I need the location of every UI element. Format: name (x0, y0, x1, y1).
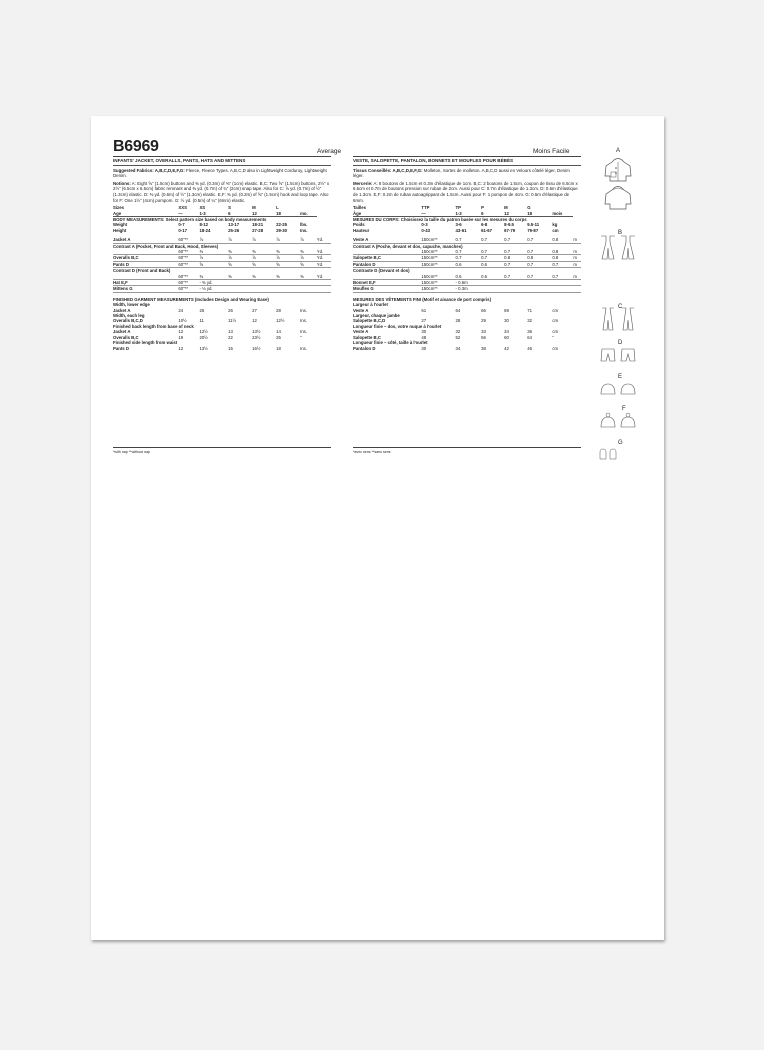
fabrics-text: Fleece, Fleece Types. A,B,C,D also in Lightweight Corduroy, Lightweight Denim. (113, 167, 327, 179)
french-size-table (353, 205, 581, 351)
table-cell: 42 (504, 345, 509, 351)
table-cell: m (573, 261, 581, 267)
table-cell: Âge (353, 211, 421, 217)
view-label-f: F (622, 406, 626, 412)
table-cell: 0.7 (504, 249, 527, 255)
table-cell: 16½ (252, 345, 261, 351)
table-cell: 11½ (228, 318, 237, 324)
table-cell: 0.8 (552, 255, 573, 261)
fabrics-label: Tissus Conseillés: A,B,C,D,E,F,G: (353, 167, 423, 173)
table-cell: ⅞ (228, 233, 252, 243)
table-cell: 33 (481, 329, 486, 335)
table-cell: 150cm** (421, 280, 455, 286)
table-cell: 0.8 (527, 255, 552, 261)
table-cell: 61-67 (481, 227, 493, 233)
table-cell: 25 (199, 307, 205, 313)
table-cell: ⅜ (276, 274, 300, 280)
french-column (353, 158, 581, 351)
header-rule-fr (353, 156, 581, 157)
table-cell: 27 (421, 318, 427, 324)
table-cell: 1-3 (199, 211, 228, 217)
table-cell: 26 (228, 307, 233, 313)
difficulty-fr: Moins Facile (533, 148, 570, 155)
table-cell: m (573, 233, 581, 243)
table-cell: 32 (455, 329, 461, 335)
table-cell: 28 (276, 307, 281, 313)
table-cell: Hat E,F (113, 280, 178, 286)
table-cell: 12½ (199, 329, 208, 335)
table-cell: 19 (178, 334, 184, 340)
table-cell: 13-17 (228, 222, 240, 228)
table-cell: — (178, 211, 199, 217)
table-cell: Largeur à l'ourlet (353, 302, 388, 308)
table-cell: 22 (228, 334, 233, 340)
table-cell: Largeur, chaque jambe (353, 313, 400, 319)
table-cell: 28 (455, 318, 461, 324)
table-cell: 23½ (252, 334, 261, 340)
table-cell: FINISHED GARMENT MEASUREMENTS (Includes Design and Wearing Ease) (113, 296, 269, 302)
table-cell: 69 (504, 307, 509, 313)
table-cell: 38 (481, 345, 486, 351)
table-cell: 0.7 (552, 261, 573, 267)
table-cell: m (573, 249, 581, 255)
table-cell: 12½ (276, 318, 285, 324)
table-row (113, 346, 331, 351)
table-cell: 13½ (252, 329, 261, 335)
table-cell: ⅝ (252, 261, 276, 267)
table-cell: ⅜ (252, 249, 276, 255)
table-cell: Height (113, 227, 127, 233)
table-cell: ⅜ (228, 274, 252, 280)
table-cell: 60"** (178, 274, 199, 280)
table-cell: 12 (252, 318, 257, 324)
pants-d-icon (598, 348, 638, 362)
table-cell: 0.7 (552, 274, 573, 280)
table-cell: 150cm** (421, 274, 455, 280)
table-cell: 8-9.5 (504, 222, 514, 228)
table-cell: Jacket A (113, 307, 131, 313)
notions-label: Notions: (113, 180, 131, 186)
pattern-code: B6969 (113, 138, 159, 155)
overalls-b-icon (598, 234, 638, 260)
table-cell: 12 (252, 211, 276, 217)
table-cell: kg (552, 222, 558, 228)
table-cell: 0.7 (481, 233, 504, 243)
table-cell: 150cm** (421, 233, 455, 243)
table-cell: Longueur finie – dos, votre nuque à l'ourlet (353, 323, 442, 329)
table-cell: cm (552, 318, 559, 324)
table-cell: ⅞ (276, 255, 300, 261)
table-cell: Yd. (317, 249, 331, 255)
notions-text: A: Eight ⅝" (1.5cm) buttons and ⅜ yd. (0.3m) of ⅜" (1cm) elastic. B,C: Two ⅝" (1.5cm) buttons, 2½" x 2½" (6.5cm x 6.5cm) fabric remnant and ⅜ yd. (0.7m) of ¾" (2cm) snap tape. Also for C: ⅞ yd. (0.7m) of ½" (1.3cm) elastic. D: ⅜ yd. (0.6m) of ½" (1.3cm) elastic. E,F: ⅜ yd. (0.2m) of ⅝" (1.5cm) hook and loop tape. Also for F: One 1½" (4cm) pompom. G: ½ yd. (0.5m) of ¼" (6mm) elastic. (113, 180, 330, 203)
table-cell: 67-79 (504, 227, 516, 233)
french-notions (353, 181, 581, 203)
french-title: VESTE, SALOPETTE, PANTALON, BONNETS ET MOUFLES POUR BÉBÉS (353, 158, 581, 166)
table-cell: 150cm** (421, 261, 455, 267)
table-cell: Salopette B,C (353, 255, 421, 261)
table-cell: lbs. (300, 222, 308, 228)
table-cell: 0.7 (527, 261, 552, 267)
table-cell: 18 (276, 345, 281, 351)
table-cell: 1-3 (455, 211, 481, 217)
table-cell: 18-24 (199, 227, 211, 233)
table-cell: Contraste D (Devant et dos) (353, 268, 410, 274)
table-cell: Yd. (317, 255, 331, 261)
table-cell: 20½ (199, 334, 208, 340)
table-cell: Mittens G (113, 286, 178, 292)
table-cell: ⅜ (199, 274, 228, 280)
table-cell: MESURES DU CORPS: Choisissez la taille du patron basée sur les mesures du corps (353, 216, 527, 222)
table-cell: Longueur finie – côté, taille à l'ourlet (353, 340, 428, 346)
table-cell: Overalls B,C (113, 255, 178, 261)
table-cell: 3-6 (455, 222, 462, 228)
fabrics-label: Suggested Fabrics: A,B,C,D,E,F,G: (113, 167, 185, 173)
view-label-e: E (618, 374, 623, 380)
english-column (113, 158, 331, 351)
table-cell: Width, each leg (113, 313, 145, 319)
table-cell: 66 (481, 307, 486, 313)
table-cell: ⅜ (300, 274, 317, 280)
table-cell: ⅝ (199, 261, 228, 267)
table-cell: 15 (228, 345, 233, 351)
table-cell: 0.7 (504, 261, 527, 267)
table-cell: 79-87 (527, 227, 539, 233)
view-label-c: C (618, 304, 623, 310)
english-title: INFANTS' JACKET, OVERALLS, PANTS, HATS AND MITTENS (113, 158, 331, 166)
table-cell: 25-26 (228, 227, 240, 233)
table-cell: XXS (178, 205, 187, 211)
table-cell: Finished back length from base of neck (113, 323, 194, 329)
table-cell: ⅞ (252, 233, 276, 243)
table-cell: 18 (276, 211, 300, 217)
table-cell: 0.6 (455, 274, 481, 280)
table-cell: XS (199, 205, 206, 211)
table-cell: ⅝ (228, 261, 252, 267)
table-cell: 64 (455, 307, 461, 313)
table-cell: 0.7 (481, 249, 504, 255)
table-cell: Ins. (300, 329, 307, 335)
table-cell: TP (455, 205, 461, 211)
table-cell: Ins. (300, 345, 307, 351)
table-cell: Veste A (353, 233, 421, 243)
table-cell: Yd. (317, 261, 331, 267)
table-cell: 13 (228, 329, 233, 335)
table-cell: 30 (421, 329, 427, 335)
table-cell: 32 (527, 318, 532, 324)
table-cell: 0.7 (481, 255, 504, 261)
view-label-a: A (616, 148, 621, 154)
notions-text: A: 8 boutons de 1.5cm et 0.3m d'élastique de 1cm. B,C: 2 boutons de 1.5cm, coupon de tissu de 6.5cm x 6.5cm et 0.7m de boutons pression sur ruban de 2cm. Aussi pour C: 0.7m d'élastique de 1.3cm. D: 0.6m d'élastique de 1.3cm. E,F: 0.2m de ruban autoagrippant de 1.5cm. Aussi pour F: 1 pompon de 4cm. G: 0.5m d'élastique de 6mm. (353, 180, 578, 203)
table-cell: Pants D (113, 261, 178, 267)
table-cell: 6-8 (481, 222, 488, 228)
table-cell: 60"** (178, 255, 199, 261)
table-cell: Yd. (317, 274, 331, 280)
footnote-en: *with nap **without nap (113, 450, 150, 454)
table-cell: P (481, 205, 484, 211)
table-cell: 14 (276, 329, 281, 335)
table-cell: 150cm** (421, 249, 455, 255)
table-cell: 34 (455, 345, 461, 351)
table-cell: S (228, 205, 231, 211)
table-cell: ⅞ (300, 255, 317, 261)
table-cell: ⅞ (300, 233, 317, 243)
table-cell: 52 (455, 334, 461, 340)
table-cell: 0-17 (178, 227, 187, 233)
table-cell: 34 (504, 329, 509, 335)
table-row (353, 233, 581, 243)
french-fabrics (353, 168, 581, 179)
view-label-b: B (618, 230, 623, 236)
notions-label: Mercerie: (353, 180, 373, 186)
table-cell: 27-28 (252, 227, 264, 233)
table-cell: Contrast D (Front and Back) (113, 268, 171, 274)
overalls-c-icon (598, 306, 638, 332)
footer-rule-fr (353, 447, 581, 448)
table-cell: 60"** (178, 249, 199, 255)
table-cell: G (527, 205, 531, 211)
table-row (113, 233, 331, 243)
table-cell: ⅜ (199, 249, 228, 255)
table-cell: Weight (113, 222, 128, 228)
table-cell: Age (113, 211, 178, 217)
mittens-g-icon (598, 448, 620, 460)
table-cell: Jacket A (113, 233, 178, 243)
table-cell: 0.6 (455, 261, 481, 267)
table-row (113, 292, 331, 302)
table-cell: mois (552, 211, 573, 217)
table-cell: 0.7 (504, 274, 527, 280)
pattern-back-page (91, 116, 664, 940)
table-cell: L (276, 205, 279, 211)
table-cell: m (573, 274, 581, 280)
table-cell: 60"** (178, 233, 199, 243)
table-cell: - ⅜ yd. (199, 280, 228, 286)
table-cell: 36 (527, 329, 532, 335)
table-cell: Veste A (353, 329, 369, 335)
table-cell: 150cm** (421, 255, 455, 261)
table-cell: Yd. (317, 233, 331, 243)
table-cell: 29 (481, 318, 486, 324)
table-cell: 60 (504, 334, 509, 340)
table-cell: 30 (504, 318, 509, 324)
table-cell: 0.7 (455, 249, 481, 255)
table-cell: ⅞ (199, 233, 228, 243)
difficulty-en: Average (317, 148, 342, 155)
table-cell: - 0.6m (455, 280, 481, 286)
table-cell: 6 (228, 211, 252, 217)
table-cell: Contrast A (Poche, devant et dos, capuche, manches) (353, 243, 463, 249)
table-cell: m (573, 255, 581, 261)
table-cell: M (504, 205, 508, 211)
table-cell: 18-21 (252, 222, 264, 228)
table-row (353, 346, 581, 351)
table-cell: - ⅛ yd. (199, 286, 228, 292)
table-cell: 11 (199, 318, 204, 324)
table-cell: M (252, 205, 256, 211)
table-cell: 30 (421, 345, 427, 351)
table-cell: 0.8 (552, 233, 573, 243)
table-cell: 150cm** (421, 286, 455, 292)
table-cell: 24 (178, 307, 184, 313)
table-cell: 0.6 (481, 274, 504, 280)
table-cell: 0-7 (178, 222, 185, 228)
table-cell: Moufles G (353, 286, 421, 292)
fabrics-text: Molleton, Sortes de molleton. A,B,C,D aussi en Velours côtelé léger, Denim léger. (353, 167, 570, 179)
table-cell: Poids (353, 222, 365, 228)
table-cell: MESURES DES VÊTEMENTS FINI (Motif et aisance de port compris) (353, 296, 491, 302)
header-rule-en (113, 156, 331, 157)
table-cell: 10½ (178, 318, 187, 324)
table-cell: Tailles (353, 205, 367, 211)
table-cell: ⅜ (276, 249, 300, 255)
table-cell: - 0.3m (455, 286, 481, 292)
table-cell: 60"** (178, 280, 199, 286)
table-cell: 71 (527, 307, 532, 313)
table-cell: 12 (504, 211, 527, 217)
table-cell: 6 (481, 211, 504, 217)
table-cell: " (300, 334, 302, 340)
table-cell: 13½ (199, 345, 208, 351)
table-cell: ⅝ (300, 261, 317, 267)
english-fabrics (113, 168, 331, 179)
table-cell: 64 (527, 334, 532, 340)
table-cell: 12 (178, 345, 184, 351)
table-cell: Jacket A (113, 329, 131, 335)
table-cell: 29-30 (276, 227, 288, 233)
table-cell: 0.6 (481, 261, 504, 267)
table-cell: Width, lower edge (113, 302, 150, 308)
table-cell: Ins. (300, 318, 307, 324)
table-cell: ⅜ (300, 249, 317, 255)
table-cell: cm (552, 345, 559, 351)
table-cell: 0.7 (527, 274, 552, 280)
view-label-d: D (618, 340, 623, 346)
table-cell: Finished side length from waist (113, 340, 178, 346)
table-cell: Salopette B,C (353, 334, 381, 340)
table-cell: cm (552, 329, 559, 335)
table-cell: 0.7 (527, 249, 552, 255)
english-notions (113, 181, 331, 203)
table-cell: Bonnet E,F (353, 280, 421, 286)
hat-e-icon (598, 382, 638, 398)
table-cell: 46 (527, 345, 532, 351)
table-cell: 0.8 (552, 249, 573, 255)
table-cell: Ins. (300, 307, 307, 313)
hat-f-icon (598, 412, 638, 430)
footer-rule-en (113, 447, 331, 448)
table-cell: 12 (178, 329, 184, 335)
jacket-front-icon (602, 156, 634, 182)
table-row (353, 292, 581, 302)
table-cell: Pantalon D (353, 261, 421, 267)
table-cell: cm (552, 307, 559, 313)
table-cell: ⅞ (228, 255, 252, 261)
table-cell: Pants D (113, 345, 129, 351)
table-cell: Hauteur (353, 227, 370, 233)
table-cell: 48 (421, 334, 427, 340)
table-cell: 60"** (178, 286, 199, 292)
table-cell: 18 (527, 211, 552, 217)
table-cell: Veste A (353, 307, 369, 313)
table-cell: ⅜ (228, 249, 252, 255)
table-cell: 0.7 (527, 233, 552, 243)
table-cell: Overalls B,C,D (113, 318, 143, 324)
table-cell: Pantalon D (353, 345, 376, 351)
table-cell: 0-43 (421, 227, 430, 233)
table-cell: " (552, 334, 554, 340)
table-cell: 61 (421, 307, 427, 313)
table-cell: 56 (481, 334, 486, 340)
table-cell: 0-3 (421, 222, 428, 228)
table-cell: ⅞ (276, 233, 300, 243)
table-cell: Overalls B,C (113, 334, 139, 340)
table-cell: ⅜ (252, 274, 276, 280)
table-cell: BODY MEASUREMENTS: Select pattern size based on body measurements (113, 216, 267, 222)
table-cell: 9.5-11 (527, 222, 540, 228)
view-label-g: G (618, 440, 623, 446)
table-cell: — (421, 211, 455, 217)
table-cell: 0.7 (455, 233, 481, 243)
table-cell: 27 (252, 307, 257, 313)
table-cell: ⅝ (276, 261, 300, 267)
table-cell: Ins. (300, 227, 308, 233)
english-size-table (113, 205, 331, 351)
table-cell: 25 (276, 334, 281, 340)
table-cell: 8-12 (199, 222, 209, 228)
table-cell: cm (552, 227, 559, 233)
table-cell: 22-25 (276, 222, 288, 228)
table-cell: ⅞ (252, 255, 276, 261)
table-cell: TTP (421, 205, 430, 211)
table-cell: 43-61 (455, 227, 467, 233)
table-cell: 0.8 (504, 255, 527, 261)
table-cell: 0.7 (455, 255, 481, 261)
footnote-fr: *avec sens **sans sens (353, 450, 391, 454)
table-cell: Sizes (113, 205, 124, 211)
table-cell: ⅞ (199, 255, 228, 261)
jacket-back-icon (602, 184, 634, 210)
table-cell: 0.7 (504, 233, 527, 243)
table-cell: 60"** (178, 261, 199, 267)
table-cell: mo. (300, 211, 317, 217)
table-cell: Contrast A (Pocket, Front and Back, Hood, Sleeves) (113, 243, 219, 249)
table-cell: Salopette B,C,D (353, 318, 386, 324)
